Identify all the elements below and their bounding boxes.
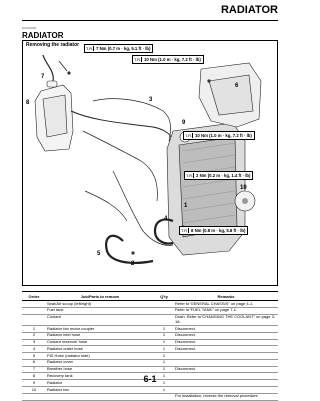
callout-9: 9 <box>182 120 186 126</box>
table-row <box>22 332 278 339</box>
table-row <box>22 366 278 373</box>
cell-job: Coolant <box>46 314 154 325</box>
exploded-diagram <box>23 41 277 285</box>
table-row <box>22 307 278 314</box>
cell-remarks: Drain. Refer to"CHANGING THE COOLANT" on page 3-18. <box>174 314 278 325</box>
removal-diagram-box <box>22 40 278 286</box>
callout-4: 4 <box>164 216 168 222</box>
torque-icon: T.R. <box>185 133 193 138</box>
cell-order <box>22 307 46 314</box>
cell-qty: 1 <box>154 366 174 373</box>
cell-order: 10 <box>22 386 46 393</box>
cell-remarks <box>174 353 278 360</box>
table-row <box>22 393 278 400</box>
torque-value: 10 Nm (1.0 m · kg, 7.2 ft · lb) <box>195 133 252 138</box>
cell-remarks: Disconnect. <box>174 339 278 346</box>
header-rule <box>22 20 278 21</box>
cell-order <box>22 301 46 308</box>
table-row <box>22 386 278 393</box>
cell-order: 4 <box>22 346 46 353</box>
cell-job: Seat/Air scoop (left/right) <box>46 301 154 308</box>
col-job-header: Job/Parts to remove <box>46 292 154 301</box>
cell-qty: 1 <box>154 380 174 387</box>
cell-order: 3 <box>22 339 46 346</box>
cell-job: Breather hose <box>46 366 154 373</box>
radiator-drawing <box>167 123 245 255</box>
torque-spec <box>184 171 253 180</box>
col-qty-header: Q'ty <box>154 292 174 301</box>
cell-qty <box>154 393 174 400</box>
callout-8: 8 <box>26 100 30 106</box>
table-row <box>22 353 278 360</box>
callout-1: 1 <box>184 203 188 209</box>
recovery-tank-drawing <box>35 81 73 151</box>
table-row <box>22 314 278 325</box>
removal-table <box>22 291 278 401</box>
cell-qty: 1 <box>154 346 174 353</box>
cell-job: Radiator cover <box>46 359 154 366</box>
cell-order: 9 <box>22 380 46 387</box>
cell-order: 5 <box>22 353 46 360</box>
torque-value: 10 Nm (1.0 m · kg, 7.2 ft · lb) <box>144 57 201 62</box>
torque-spec <box>132 55 204 64</box>
cell-order: 6 <box>22 359 46 366</box>
table-row <box>22 301 278 308</box>
inlet-hose-drawing <box>106 236 153 263</box>
torque-icon: T.R. <box>181 228 189 233</box>
torque-value: 2 Nm (0.2 m · kg, 1.4 ft · lb) <box>196 173 251 178</box>
removal-title: Removing the radiator <box>26 42 80 48</box>
callout-2: 2 <box>131 261 135 267</box>
cell-remarks: Refer to"GENERAL CHASSIS" on page 4-1. <box>174 301 278 308</box>
torque-icon: T.R. <box>86 46 94 51</box>
callout-7: 7 <box>41 74 45 80</box>
cell-order: 8 <box>22 373 46 380</box>
cell-remarks: Disconnect. <box>174 332 278 339</box>
chapter-title: RADIATOR <box>220 4 278 16</box>
col-remarks-header: Remarks <box>174 292 278 301</box>
table-row <box>22 359 278 366</box>
section-code: EAS20090 <box>22 26 37 30</box>
torque-spec <box>183 131 255 140</box>
page-header <box>0 0 300 22</box>
callout-6: 6 <box>235 83 239 89</box>
cell-qty: 1 <box>154 325 174 332</box>
cell-remarks: Disconnect. <box>174 346 278 353</box>
col-order-header: Order <box>22 292 46 301</box>
cell-order: 7 <box>22 366 46 373</box>
callout-3: 3 <box>149 97 153 103</box>
cell-job: Radiator fan motor coupler <box>46 325 154 332</box>
cell-qty: 1 <box>154 386 174 393</box>
cell-qty: 1 <box>154 373 174 380</box>
cell-order: 1 <box>22 325 46 332</box>
cell-remarks: Refer to"FUEL TANK" on page 7-1. <box>174 307 278 314</box>
torque-value: 7 Nm (0.7 m · kg, 5.1 ft · lb) <box>96 46 151 51</box>
cell-qty <box>154 314 174 325</box>
section-title: RADIATOR <box>22 31 64 40</box>
radiator-cover-drawing <box>199 63 261 127</box>
cell-job: Recovery tank <box>46 373 154 380</box>
cell-qty: 1 <box>154 339 174 346</box>
cell-job: Coolant reservoir hose <box>46 339 154 346</box>
torque-icon: T.R. <box>186 173 194 178</box>
torque-icon: T.R. <box>134 57 142 62</box>
cell-job: Radiator fan <box>46 386 154 393</box>
cell-job <box>46 393 154 400</box>
cell-qty: 1 <box>154 332 174 339</box>
cell-order <box>22 393 46 400</box>
cell-remarks <box>174 359 278 366</box>
cell-job: Radiator outlet hose <box>46 346 154 353</box>
torque-value: 8 Nm (0.8 m · kg, 5.8 ft · lb) <box>191 228 246 233</box>
table-row <box>22 346 278 353</box>
cell-job: Radiator <box>46 380 154 387</box>
cell-qty: 1 <box>154 353 174 360</box>
callout-5: 5 <box>97 251 101 257</box>
cell-job: FID Hose (radiator side) <box>46 353 154 360</box>
torque-spec <box>179 226 248 235</box>
cell-remarks: Disconnect. <box>174 366 278 373</box>
table-row <box>22 339 278 346</box>
table-header-row <box>22 292 278 301</box>
cell-remarks: For installation, reverse the removal procedure. <box>174 393 278 400</box>
cell-job: Radiator inlet hose <box>46 332 154 339</box>
cell-order <box>22 314 46 325</box>
callout-10: 10 <box>240 185 247 191</box>
table-row <box>22 325 278 332</box>
cell-remarks <box>174 386 278 393</box>
page-number: 6-1 <box>143 374 157 384</box>
cell-qty: 1 <box>154 359 174 366</box>
torque-spec <box>84 44 153 53</box>
cell-order: 2 <box>22 332 46 339</box>
cell-remarks: Disconnect. <box>174 325 278 332</box>
cell-job: Fuel tank <box>46 307 154 314</box>
cell-qty <box>154 301 174 308</box>
cell-qty <box>154 307 174 314</box>
